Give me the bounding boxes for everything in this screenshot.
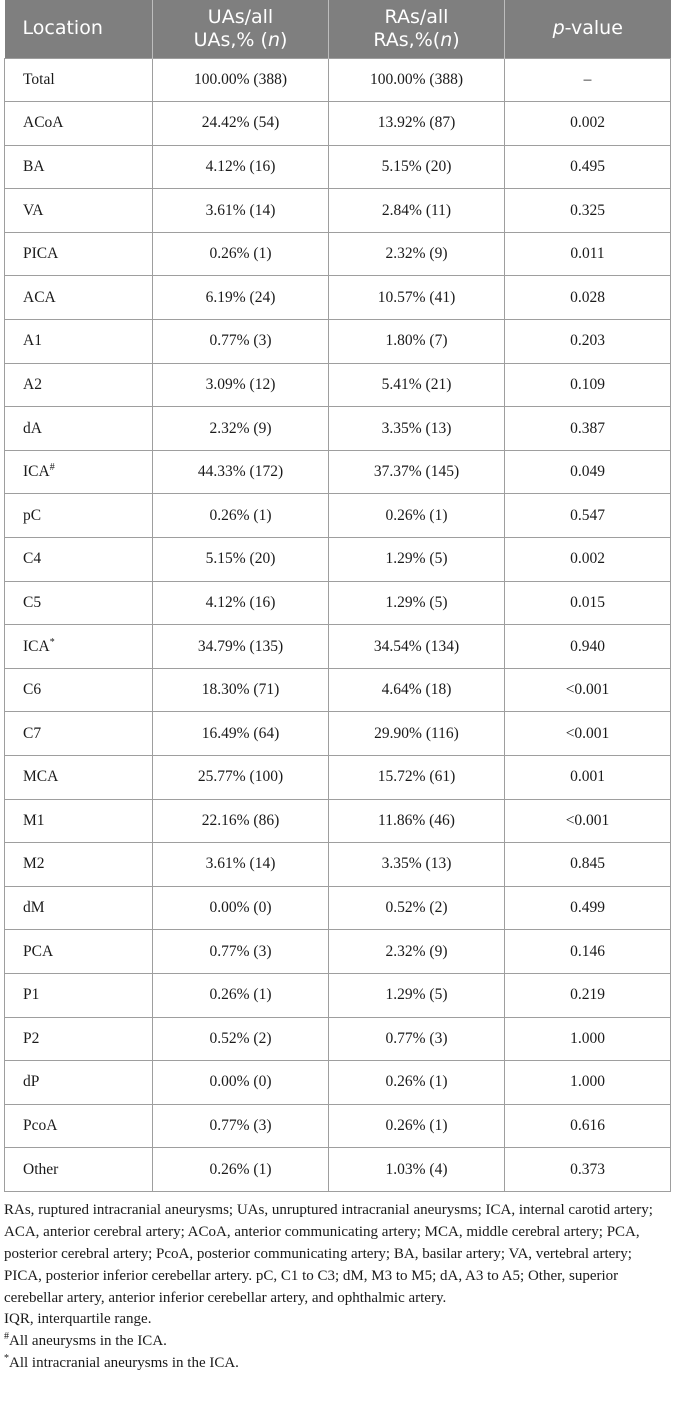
cell-location: ICA# xyxy=(5,450,153,494)
table-row xyxy=(5,668,671,712)
cell-location: PICA xyxy=(5,232,153,276)
cell-uas: 0.77% (3) xyxy=(153,1104,329,1148)
cell-ras: 1.29% (5) xyxy=(329,538,505,582)
cell-location: dA xyxy=(5,407,153,451)
header-ras: RAs/all RAs,%(n) xyxy=(329,0,505,58)
cell-ras: 11.86% (46) xyxy=(329,799,505,843)
cell-location: C5 xyxy=(5,581,153,625)
table-body xyxy=(5,58,671,1191)
table-row xyxy=(5,1061,671,1105)
footnote-iqr: IQR, interquartile range. xyxy=(4,1311,152,1328)
table-row xyxy=(5,973,671,1017)
cell-location: PCA xyxy=(5,930,153,974)
table-row xyxy=(5,756,671,800)
cell-ras: 2.32% (9) xyxy=(329,930,505,974)
cell-ras: 15.72% (61) xyxy=(329,756,505,800)
cell-uas: 18.30% (71) xyxy=(153,668,329,712)
cell-ras: 4.64% (18) xyxy=(329,668,505,712)
table-row xyxy=(5,712,671,756)
cell-uas: 0.77% (3) xyxy=(153,930,329,974)
cell-ras: 0.77% (3) xyxy=(329,1017,505,1061)
cell-uas: 0.26% (1) xyxy=(153,494,329,538)
cell-p-value: 0.387 xyxy=(505,407,671,451)
table-row xyxy=(5,189,671,233)
header-row xyxy=(5,0,671,58)
cell-location: C4 xyxy=(5,538,153,582)
header-location: Location xyxy=(5,0,153,58)
cell-location: A2 xyxy=(5,363,153,407)
cell-ras: 0.26% (1) xyxy=(329,1061,505,1105)
cell-uas: 34.79% (135) xyxy=(153,625,329,669)
cell-p-value: 0.499 xyxy=(505,886,671,930)
cell-p-value: 0.109 xyxy=(505,363,671,407)
table-row xyxy=(5,625,671,669)
table-row xyxy=(5,494,671,538)
cell-uas: 3.61% (14) xyxy=(153,843,329,887)
footnote-star: *All intracranial aneurysms in the ICA. xyxy=(4,1353,239,1372)
cell-p-value: <0.001 xyxy=(505,799,671,843)
cell-location: dP xyxy=(5,1061,153,1105)
aneurysm-location-table xyxy=(4,0,671,1192)
cell-location: ACA xyxy=(5,276,153,320)
cell-ras: 1.80% (7) xyxy=(329,320,505,364)
cell-ras: 3.35% (13) xyxy=(329,407,505,451)
table-row xyxy=(5,58,671,102)
cell-location: VA xyxy=(5,189,153,233)
table-row xyxy=(5,843,671,887)
cell-uas: 0.26% (1) xyxy=(153,232,329,276)
table-row xyxy=(5,450,671,494)
cell-location: dM xyxy=(5,886,153,930)
cell-uas: 2.32% (9) xyxy=(153,407,329,451)
cell-ras: 34.54% (134) xyxy=(329,625,505,669)
cell-location: Total xyxy=(5,58,153,102)
table-row xyxy=(5,886,671,930)
table-header xyxy=(5,0,671,58)
cell-location: BA xyxy=(5,145,153,189)
cell-ras: 1.29% (5) xyxy=(329,581,505,625)
table-footnotes xyxy=(4,1192,666,1375)
cell-ras: 37.37% (145) xyxy=(329,450,505,494)
cell-ras: 3.35% (13) xyxy=(329,843,505,887)
table-row xyxy=(5,1104,671,1148)
cell-ras: 0.26% (1) xyxy=(329,494,505,538)
cell-uas: 4.12% (16) xyxy=(153,145,329,189)
footnote-hash: #All aneurysms in the ICA. xyxy=(4,1331,167,1350)
cell-ras: 13.92% (87) xyxy=(329,102,505,146)
cell-p-value: 0.049 xyxy=(505,450,671,494)
cell-ras: 100.00% (388) xyxy=(329,58,505,102)
table-row xyxy=(5,1017,671,1061)
cell-ras: 0.26% (1) xyxy=(329,1104,505,1148)
footnote-abbreviations: RAs, ruptured intracranial aneurysms; UAs, unruptured intracranial aneurysms; ICA, internal carotid artery; ACA, anterior cerebral artery; ACoA, anterior communicating artery; MCA, middle cerebral artery; PCA, posterior cerebral artery; PcoA, posterior communicating artery; BA, basilar artery; VA, vertebral artery; PICA, posterior inferior cerebellar artery. pC, C1 to C3; dM, M3 to M5; dA, A3 to A5; Other, superior cerebellar artery, anterior inferior cerebellar artery, and ophthalmic artery. xyxy=(4,1201,653,1306)
cell-uas: 25.77% (100) xyxy=(153,756,329,800)
cell-ras: 1.03% (4) xyxy=(329,1148,505,1192)
table-row xyxy=(5,102,671,146)
cell-p-value: 0.011 xyxy=(505,232,671,276)
cell-location: C7 xyxy=(5,712,153,756)
cell-location: M1 xyxy=(5,799,153,843)
cell-ras: 10.57% (41) xyxy=(329,276,505,320)
cell-p-value: 0.219 xyxy=(505,973,671,1017)
cell-p-value: 0.001 xyxy=(505,756,671,800)
header-p-value: p-value xyxy=(505,0,671,58)
table-row xyxy=(5,320,671,364)
cell-p-value: 1.000 xyxy=(505,1061,671,1105)
cell-p-value: 0.616 xyxy=(505,1104,671,1148)
header-uas: UAs/all UAs,% (n) xyxy=(153,0,329,58)
cell-p-value: 0.002 xyxy=(505,538,671,582)
cell-location: P2 xyxy=(5,1017,153,1061)
cell-location: P1 xyxy=(5,973,153,1017)
table-row xyxy=(5,145,671,189)
cell-uas: 4.12% (16) xyxy=(153,581,329,625)
cell-location: A1 xyxy=(5,320,153,364)
cell-uas: 24.42% (54) xyxy=(153,102,329,146)
cell-uas: 22.16% (86) xyxy=(153,799,329,843)
table-row xyxy=(5,538,671,582)
cell-p-value: 0.002 xyxy=(505,102,671,146)
cell-uas: 3.61% (14) xyxy=(153,189,329,233)
cell-p-value: 0.015 xyxy=(505,581,671,625)
cell-location: pC xyxy=(5,494,153,538)
cell-uas: 16.49% (64) xyxy=(153,712,329,756)
cell-ras: 29.90% (116) xyxy=(329,712,505,756)
table-row xyxy=(5,799,671,843)
cell-uas: 0.26% (1) xyxy=(153,973,329,1017)
table-row xyxy=(5,407,671,451)
cell-uas: 100.00% (388) xyxy=(153,58,329,102)
cell-location: PcoA xyxy=(5,1104,153,1148)
cell-uas: 6.19% (24) xyxy=(153,276,329,320)
cell-uas: 5.15% (20) xyxy=(153,538,329,582)
cell-location: Other xyxy=(5,1148,153,1192)
cell-p-value: 0.845 xyxy=(505,843,671,887)
cell-uas: 0.77% (3) xyxy=(153,320,329,364)
cell-location: MCA xyxy=(5,756,153,800)
cell-p-value: – xyxy=(505,58,671,102)
cell-p-value: 1.000 xyxy=(505,1017,671,1061)
cell-ras: 5.41% (21) xyxy=(329,363,505,407)
cell-ras: 5.15% (20) xyxy=(329,145,505,189)
cell-uas: 0.52% (2) xyxy=(153,1017,329,1061)
cell-p-value: 0.203 xyxy=(505,320,671,364)
cell-ras: 1.29% (5) xyxy=(329,973,505,1017)
cell-p-value: 0.146 xyxy=(505,930,671,974)
cell-location: M2 xyxy=(5,843,153,887)
table-row xyxy=(5,363,671,407)
cell-p-value: <0.001 xyxy=(505,712,671,756)
cell-uas: 0.00% (0) xyxy=(153,1061,329,1105)
cell-p-value: 0.373 xyxy=(505,1148,671,1192)
cell-p-value: 0.028 xyxy=(505,276,671,320)
cell-location: ICA* xyxy=(5,625,153,669)
cell-p-value: <0.001 xyxy=(505,668,671,712)
cell-uas: 0.26% (1) xyxy=(153,1148,329,1192)
table-row xyxy=(5,232,671,276)
cell-uas: 0.00% (0) xyxy=(153,886,329,930)
cell-p-value: 0.495 xyxy=(505,145,671,189)
cell-ras: 2.84% (11) xyxy=(329,189,505,233)
table-row xyxy=(5,276,671,320)
table-row xyxy=(5,930,671,974)
cell-ras: 2.32% (9) xyxy=(329,232,505,276)
cell-uas: 3.09% (12) xyxy=(153,363,329,407)
table-container xyxy=(4,0,670,1375)
cell-uas: 44.33% (172) xyxy=(153,450,329,494)
cell-p-value: 0.940 xyxy=(505,625,671,669)
table-row xyxy=(5,581,671,625)
cell-p-value: 0.547 xyxy=(505,494,671,538)
cell-p-value: 0.325 xyxy=(505,189,671,233)
cell-ras: 0.52% (2) xyxy=(329,886,505,930)
table-row xyxy=(5,1148,671,1192)
cell-location: C6 xyxy=(5,668,153,712)
cell-location: ACoA xyxy=(5,102,153,146)
